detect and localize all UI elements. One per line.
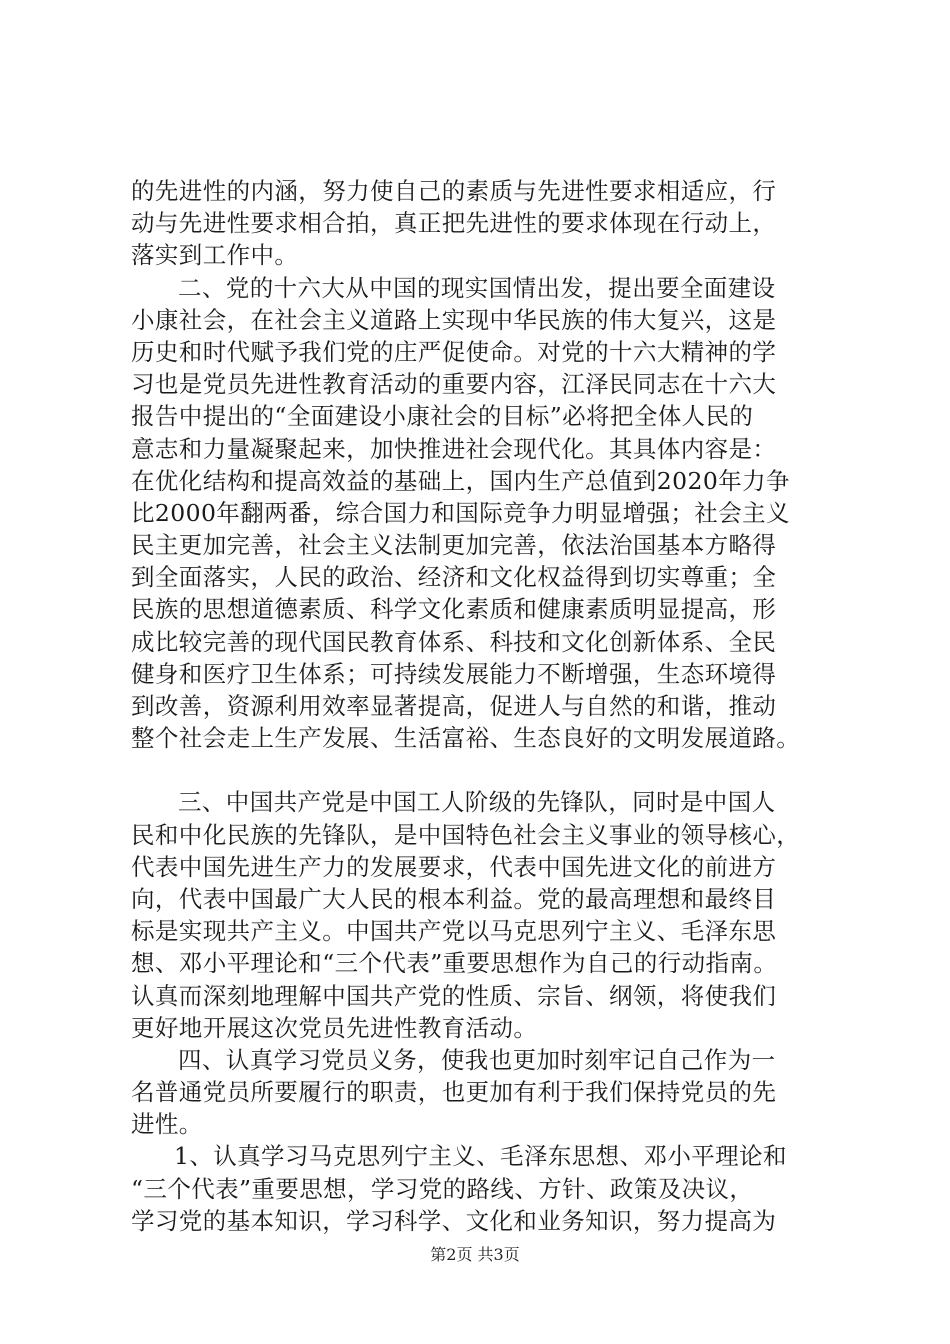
- paragraph-2-start: 二、党的十六大从中国的现实国情出发，提出要全面建设: [178, 273, 776, 302]
- text-line: 历史和时代赋予我们党的庄严促使命。对党的十六大精神的学: [131, 337, 777, 366]
- text-line: 意志和力量凝聚起来，加快推进社会现代化。其具体内容是：: [131, 434, 777, 463]
- text-line: 民族的思想道德素质、科学文化素质和健康素质明显提高，形: [131, 595, 777, 624]
- text-line: 整个社会走上生产发展、生活富裕、生态良好的文明发展道路。: [131, 724, 801, 753]
- text-line: 健身和医疗卫生体系；可持续发展能力不断增强，生态环境得: [131, 659, 777, 688]
- text-line: 代表中国先进生产力的发展要求，代表中国先进文化的前进方: [131, 852, 777, 881]
- text-line: 更好地开展这次党员先进性教育活动。: [131, 1013, 538, 1042]
- text-line: 民和中化民族的先锋队，是中国特色社会主义事业的领导核心，: [131, 820, 801, 849]
- text-line: 比2000年翻两番，综合国力和国际竞争力明显增强；社会主义: [131, 498, 790, 527]
- text-line: 习也是党员先进性教育活动的重要内容，江泽民同志在十六大: [131, 370, 777, 399]
- paragraph-4-start: 四、认真学习党员义务，使我也更加时刻牢记自己作为一: [178, 1045, 776, 1074]
- text-line: 报告中提出的“全面建设小康社会的目标”必将把全体人民的: [131, 402, 754, 431]
- text-line: “三个代表”重要思想，学习党的路线、方针、政策及决议，: [131, 1174, 754, 1203]
- text-line: 进性。: [131, 1110, 203, 1139]
- page-number-footer: 第2页 共3页: [430, 1245, 520, 1264]
- document-body: [131, 175, 831, 1237]
- text-line: 在优化结构和提高效益的基础上，国内生产总值到2020年力争: [131, 466, 790, 495]
- text-line: 成比较完善的现代国民教育体系、科技和文化创新体系、全民: [131, 627, 777, 656]
- text-line: 动与先进性要求相合拍，真正把先进性的要求体现在行动上，: [131, 209, 777, 238]
- text-line: 落实到工作中。: [131, 241, 299, 270]
- paragraph-3-start: 三、中国共产党是中国工人阶级的先锋队，同时是中国人: [178, 788, 776, 817]
- text-line: 向，代表中国最广大人民的根本利益。党的最高理想和最终目: [131, 884, 777, 913]
- text-line: 想、邓小平理论和“三个代表”重要思想作为自己的行动指南。: [131, 949, 778, 978]
- text-line: 民主更加完善，社会主义法制更加完善，依法治国基本方略得: [131, 531, 777, 560]
- text-line: 到改善，资源利用效率显著提高，促进人与自然的和谐，推动: [131, 692, 777, 720]
- text-line: 认真而深刻地理解中国共产党的性质、宗旨、纲领，将使我们: [131, 981, 777, 1010]
- text-line: 学习党的基本知识，学习科学、文化和业务知识，努力提高为: [131, 1206, 777, 1235]
- text-line: 的先进性的内涵，努力使自己的素质与先进性要求相适应，行: [131, 177, 777, 205]
- text-line: 小康社会，在社会主义道路上实现中华民族的伟大复兴，这是: [131, 305, 777, 334]
- list-item-1-start: 1、认真学习马克思列宁主义、毛泽东思想、邓小平理论和: [174, 1142, 787, 1171]
- paragraph-gap: [131, 754, 831, 786]
- text-line: 名普通党员所要履行的职责，也更加有利于我们保持党员的先: [131, 1078, 777, 1107]
- text-line: 标是实现共产主义。中国共产党以马克思列宁主义、毛泽东思: [131, 917, 777, 946]
- text-line: 到全面落实，人民的政治、经济和文化权益得到切实尊重；全: [131, 563, 777, 592]
